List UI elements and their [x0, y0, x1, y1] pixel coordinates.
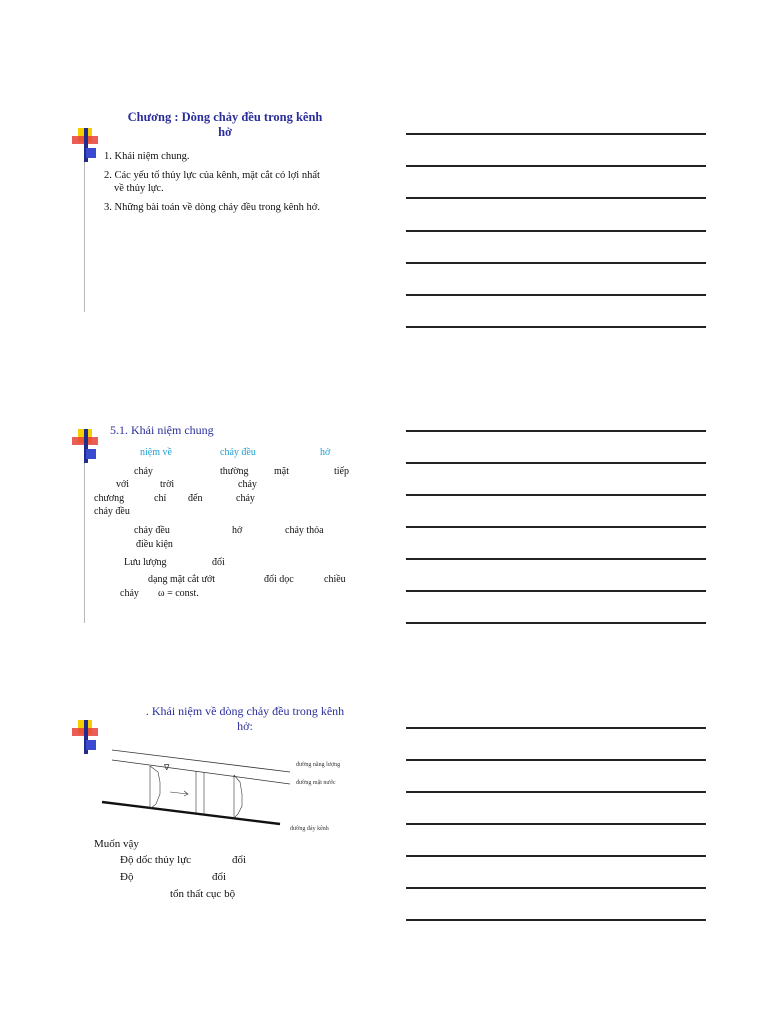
note-line: [406, 133, 706, 135]
note-line: [406, 430, 706, 432]
velocity-profile-curve: [234, 775, 242, 818]
text-fragment: tiếp: [334, 466, 349, 477]
slide-title-line-1: Chương : Dòng chảy đều trong kênh: [127, 110, 323, 124]
slide-3: [0, 700, 400, 920]
note-line: [406, 326, 706, 328]
note-line: [406, 791, 706, 793]
text-fragment: chiều: [324, 574, 346, 585]
text-fragment: đổi: [212, 557, 225, 568]
text-fragment: thường: [220, 466, 249, 477]
note-line: [406, 558, 706, 560]
text-fragment: Độ dốc thủy lực: [120, 854, 192, 866]
text-fragment: chảy: [238, 479, 257, 490]
bed-line-label: đường đáy kênh: [290, 826, 329, 832]
slide-title: 5.1. Khái niệm chung: [110, 423, 214, 437]
note-line: [406, 526, 706, 528]
text-fragment: đến: [188, 493, 203, 504]
slide-divider-line: [84, 162, 85, 312]
water-line-label: đường mặt nước: [296, 780, 336, 786]
note-line: [406, 919, 706, 921]
velocity-profile-curve: [150, 766, 160, 809]
list-item-line: về thủy lực.: [114, 183, 164, 194]
list-item: 3. Những bài toán về dòng chảy đều trong kênh hở.: [104, 202, 320, 213]
heading-fragment: niệm về: [140, 447, 172, 458]
note-line: [406, 823, 706, 825]
note-line: [406, 462, 706, 464]
notes-lines-3: [406, 727, 706, 927]
note-line: [406, 494, 706, 496]
slide-1: [0, 100, 400, 360]
slide-bullet-decoration: [72, 720, 102, 754]
text-fragment: dạng mặt cắt ướt: [148, 574, 216, 585]
text-fragment: chảy: [236, 493, 255, 504]
slide-bullet-decoration: [72, 429, 102, 463]
text-fragment: với: [116, 479, 130, 490]
slide-title: [100, 110, 350, 140]
text-fragment: chảy đều: [134, 525, 170, 536]
note-line: [406, 727, 706, 729]
surface-marker: ∇: [164, 763, 170, 772]
text-fragment: điều kiện: [136, 539, 173, 550]
note-line: [406, 590, 706, 592]
text-fragment: chảy: [134, 466, 153, 477]
note-line: [406, 262, 706, 264]
text-fragment: đổi dọc: [264, 574, 294, 585]
text-fragment: chảy thỏa: [285, 525, 324, 536]
channel-bed-line: [102, 802, 280, 824]
text-fragment: Lưu lượng: [124, 557, 167, 568]
slide-content-list: [104, 150, 364, 220]
note-line: [406, 855, 706, 857]
notes-lines-2: [406, 430, 706, 630]
text-fragment: hở: [232, 525, 243, 536]
list-item-line: 2. Các yếu tố thủy lực của kênh, mặt cắt có lợi nhất: [104, 170, 320, 181]
slide-title-line-1: . Khái niệm về dòng chảy đều trong kênh: [145, 704, 345, 718]
note-line: [406, 165, 706, 167]
text-fragment: Muốn vậy: [94, 838, 139, 850]
slide-2: [0, 415, 400, 625]
heading-fragment: hở: [320, 447, 331, 458]
text-fragment: chảy đều: [94, 506, 130, 517]
text-fragment: chảy: [120, 588, 139, 599]
channel-flow-diagram: [100, 744, 370, 834]
text-fragment: mặt: [274, 466, 289, 477]
text-fragment: chỉ: [154, 493, 167, 504]
slide-bullet-decoration: [72, 128, 102, 162]
text-fragment: tổn thất cục bộ: [170, 888, 236, 900]
heading-fragment: chảy đều: [220, 447, 256, 458]
note-line: [406, 197, 706, 199]
text-fragment: Độ: [120, 871, 134, 883]
note-line: [406, 294, 706, 296]
water-surface-line: [112, 760, 290, 784]
note-line: [406, 759, 706, 761]
slide-title: [120, 704, 370, 734]
note-line: [406, 622, 706, 624]
slide-title-line-2: hở:: [237, 719, 253, 733]
notes-lines-1: [406, 133, 706, 333]
energy-line: [112, 750, 290, 772]
list-item: 1. Khái niệm chung.: [104, 151, 190, 162]
text-fragment: đổi: [212, 871, 227, 883]
text-fragment: ω = const.: [158, 588, 199, 599]
text-fragment: trời: [160, 479, 175, 490]
text-fragment: đổi: [232, 854, 247, 866]
energy-line-label: đường năng lượng: [296, 762, 341, 768]
text-fragment: chương: [94, 493, 125, 504]
note-line: [406, 887, 706, 889]
note-line: [406, 230, 706, 232]
slide-title-line-2: hở: [218, 125, 232, 139]
list-item: [104, 169, 364, 195]
slide-divider-line: [84, 463, 85, 623]
